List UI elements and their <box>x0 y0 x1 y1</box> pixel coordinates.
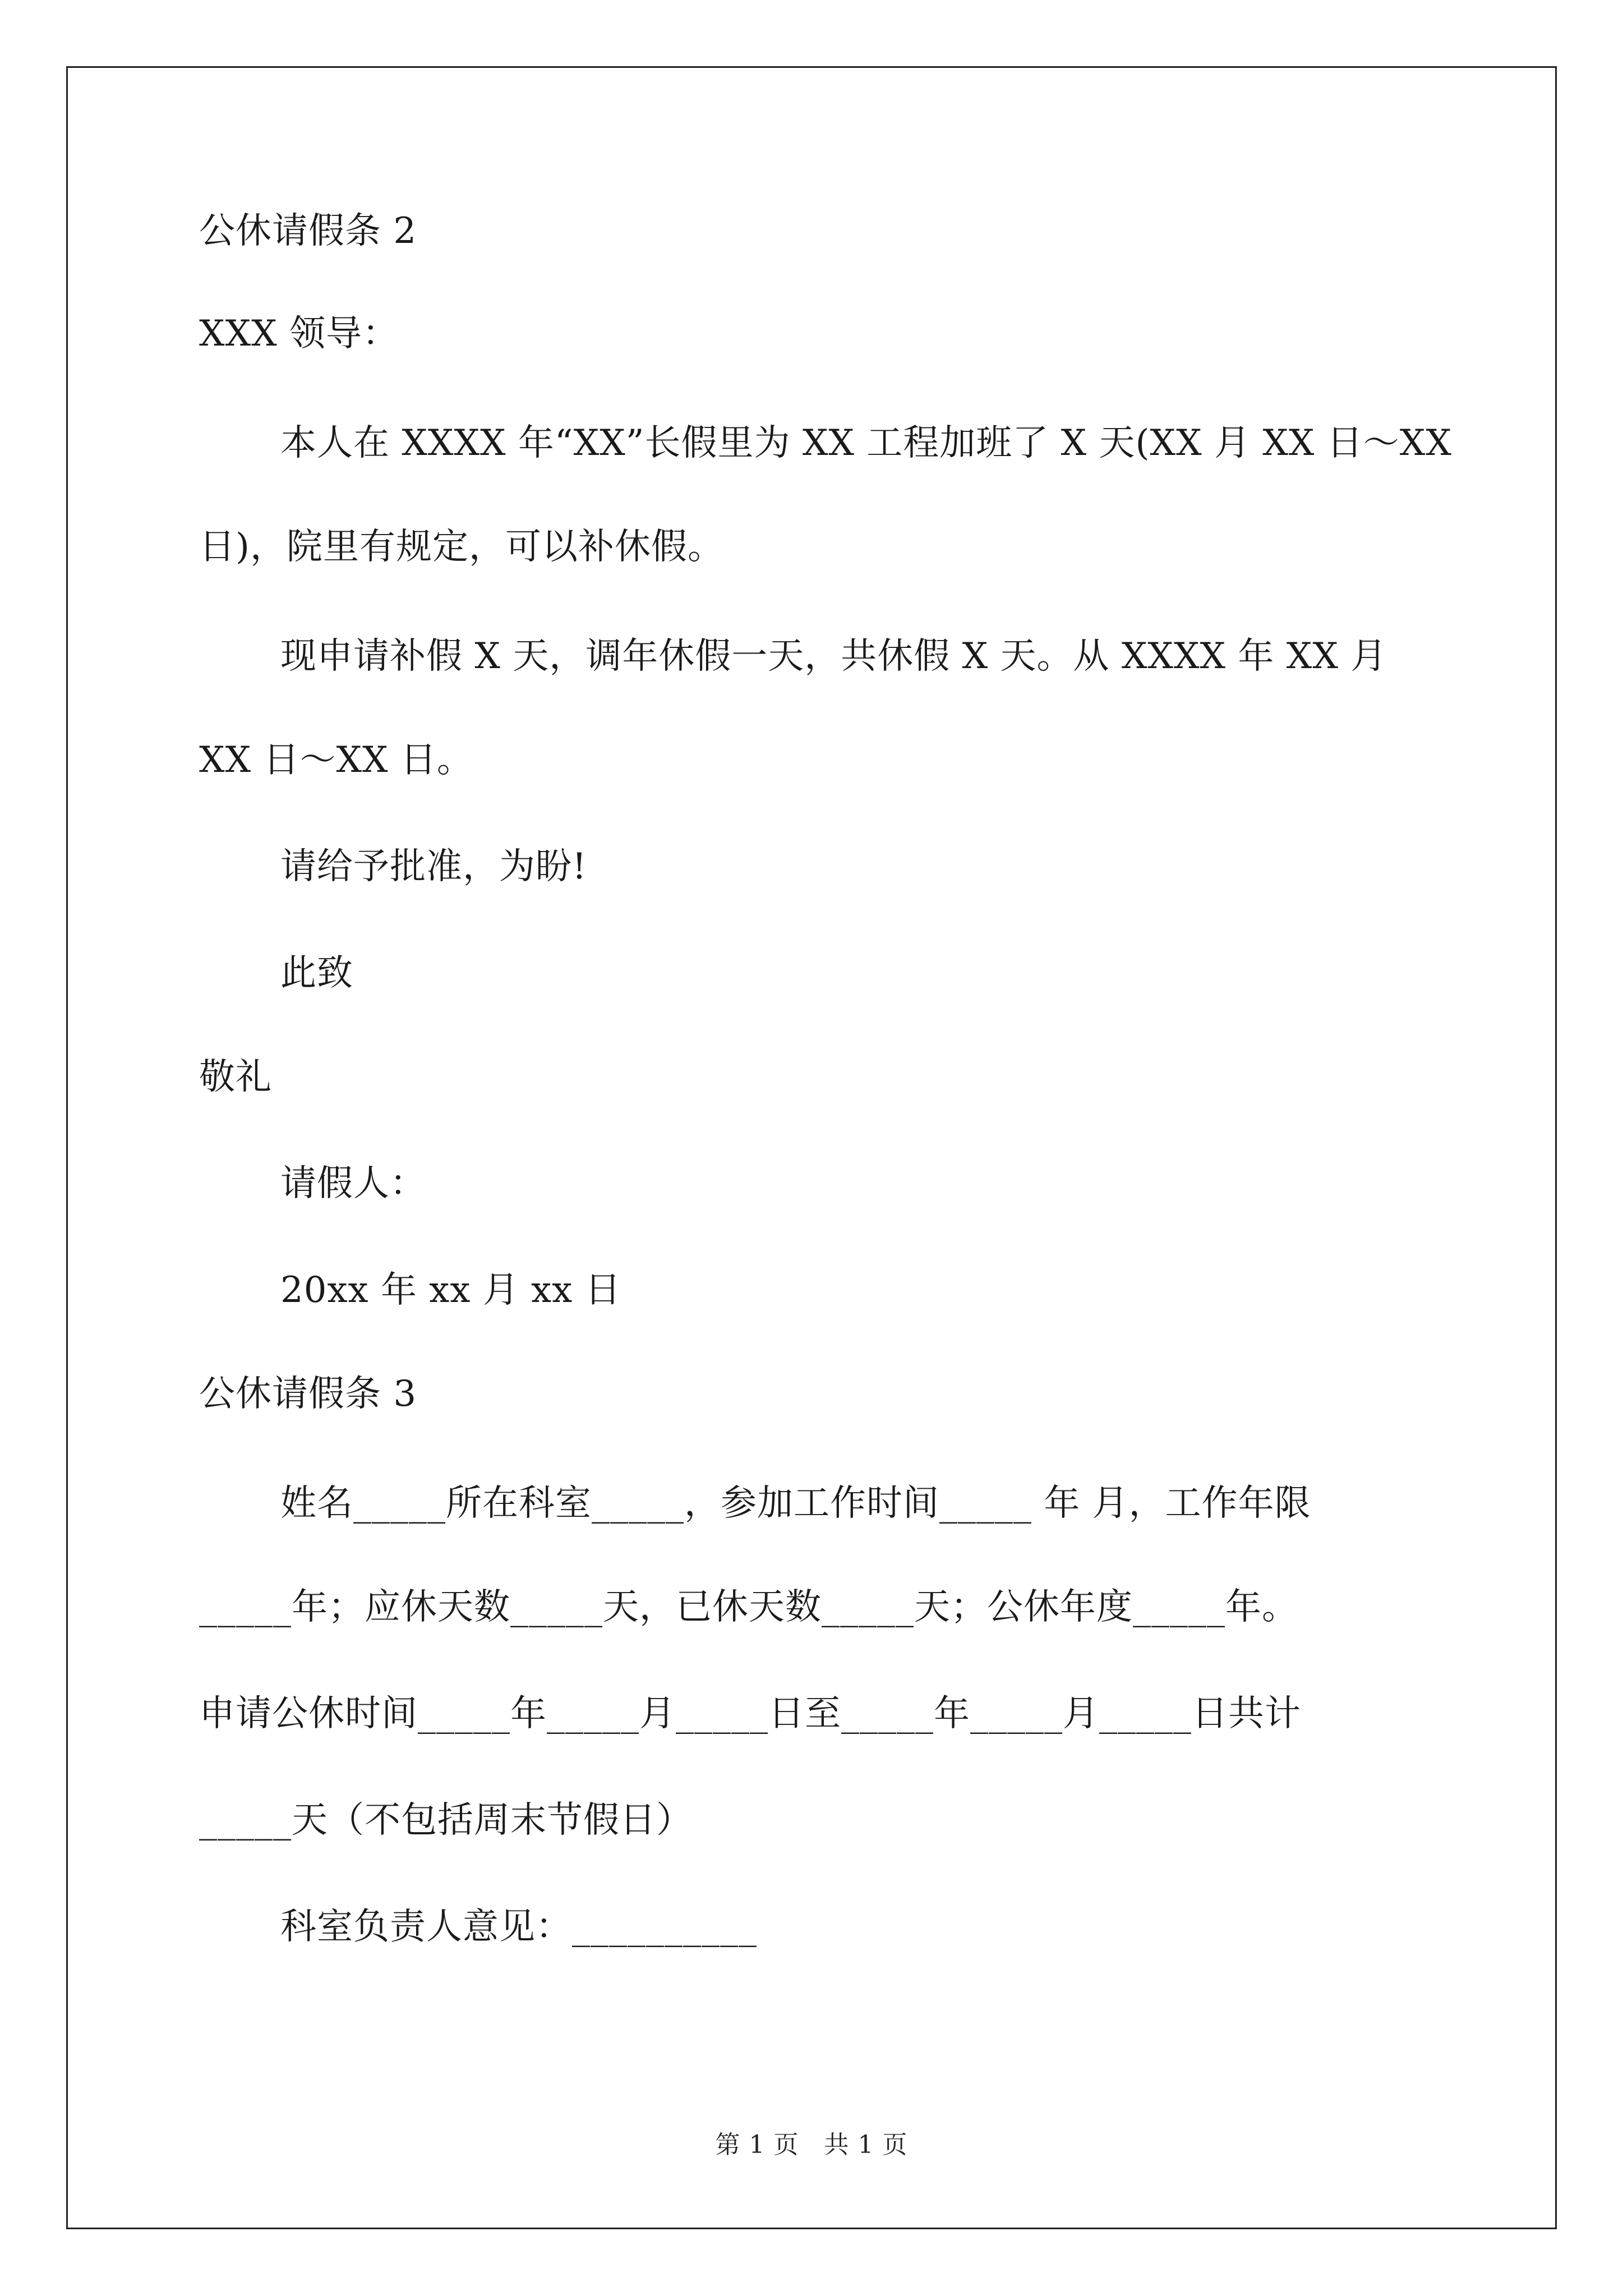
page-footer: 第 1 页 共 1 页 <box>715 2131 908 2159</box>
paragraph-2-line-1: 现申请补假 X 天，调年休假一天，共休假 X 天。从 XXXX 年 XX 月 <box>280 636 1387 677</box>
form-line-1: 姓名_____所在科室_____，参加工作时间_____ 年 月，工作年限 <box>280 1483 1311 1524</box>
date-line: 20xx 年 xx 月 xx 日 <box>280 1269 621 1311</box>
paragraph-3: 请给予批准，为盼! <box>280 846 587 887</box>
closing-line-2: 敬礼 <box>199 1056 272 1098</box>
closing-line-1: 此致 <box>280 953 353 994</box>
form-line-3: 申请公休时间_____年_____月_____日至_____年_____月_____日共计 <box>199 1693 1301 1734</box>
form-line-2: _____年；应休天数_____天，已休天数_____天；公休年度_____年。 <box>199 1586 1298 1628</box>
paragraph-2-line-2: XX 日～XX 日。 <box>199 739 473 781</box>
paragraph-1-line-1: 本人在 XXXX 年“XX”长假里为 XX 工程加班了 X 天(XX 月 XX 日～XX <box>280 422 1452 464</box>
applicant-label: 请假人： <box>280 1163 426 1204</box>
heading-leave-note-3: 公休请假条 3 <box>199 1373 417 1415</box>
department-opinion: 科室负责人意见：__________ <box>280 1906 757 1948</box>
paragraph-1-line-2: 日)，院里有规定，可以补休假。 <box>199 526 724 568</box>
salutation: XXX 领导： <box>199 313 399 355</box>
form-line-4: _____天（不包括周末节假日） <box>199 1800 693 1841</box>
heading-leave-note-2: 公休请假条 2 <box>199 210 417 252</box>
